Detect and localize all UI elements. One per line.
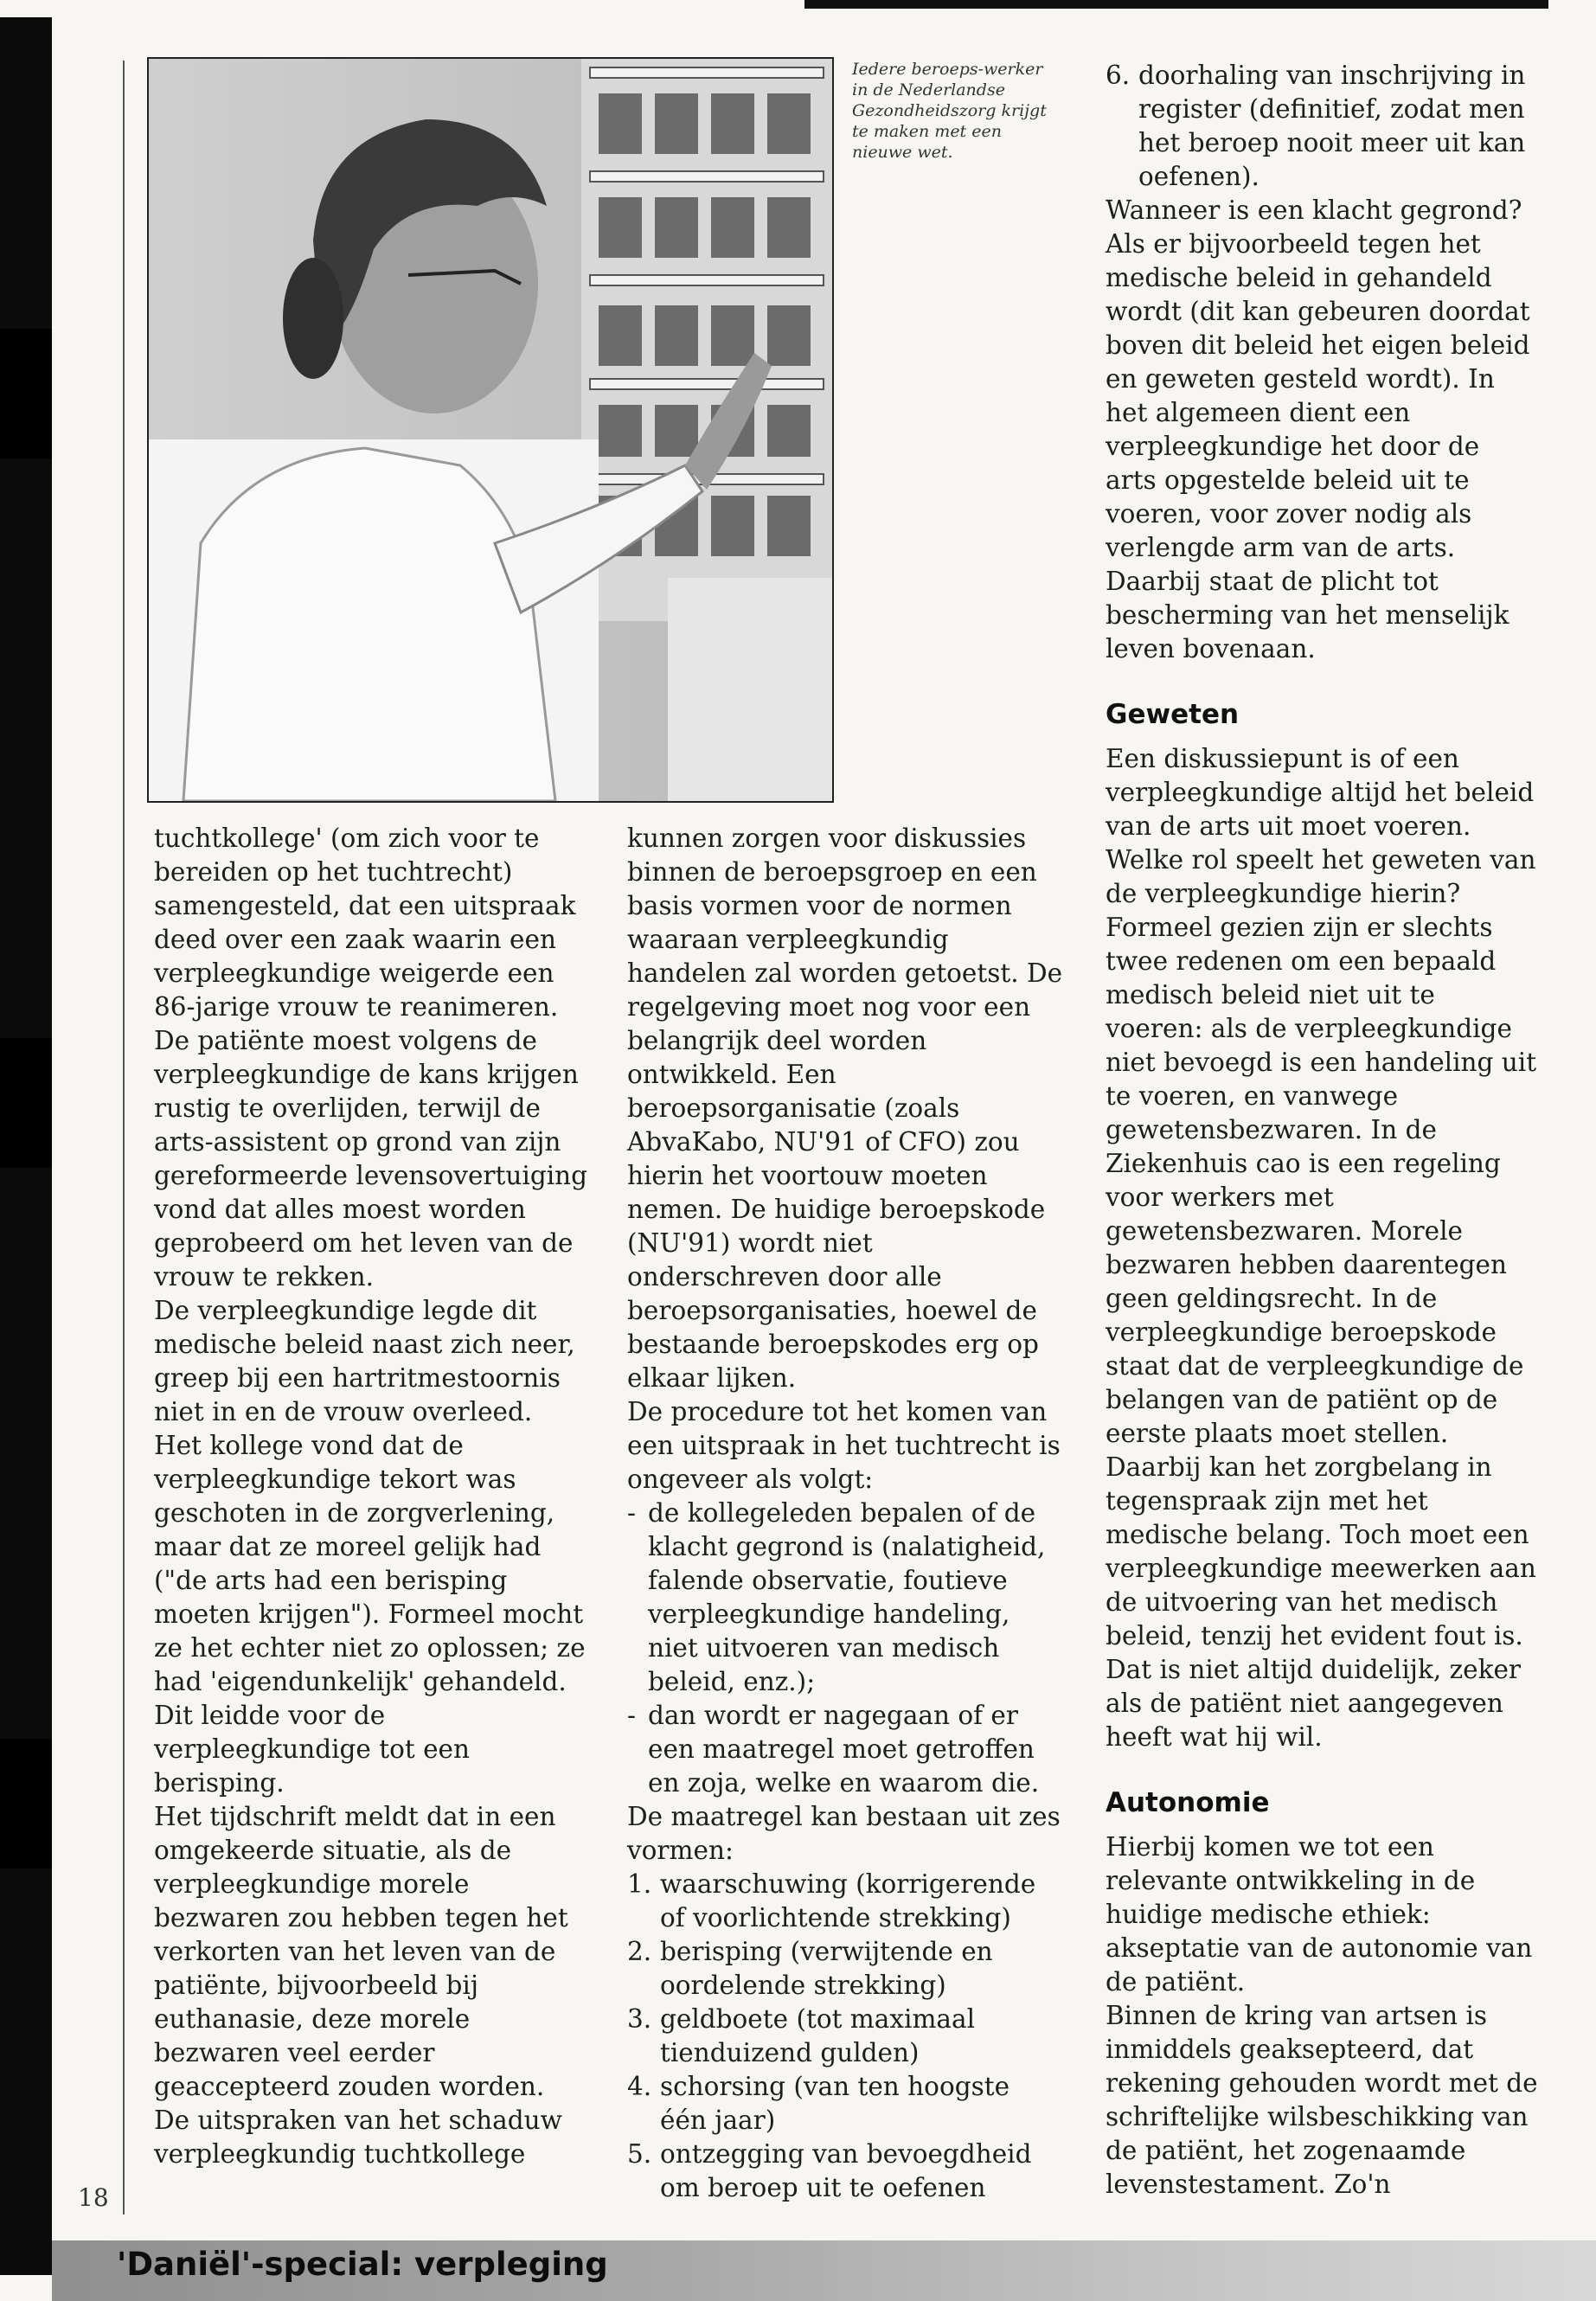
list-item: 4. schorsing (van ten hoogste één jaar) [627,2072,1010,2135]
left-margin-bar [0,17,52,2275]
list-item: - dan wordt er nagegaan of er een maatregel moet getroffen en zoja, welke en waarom die. [627,1701,1040,1798]
list-item: 6. doorhaling van inschrijving in register (definitief, zodat men het beroep nooit meer uit kan oefenen). [1106,61,1526,191]
paragraph: kunnen zorgen voor diskussies binnen de beroepsgroep en een basis vormen voor de normen waaraan verpleegkundig handelen zal worden getoetst. De regelgeving moet nog voor een belangrijk deel worden ontwikkeld. Een beroepsorganisatie (zoals AbvaKabo, NU'91 of CFO) zou hierin het voortouw moeten nemen. De huidige beroepskode (NU'91) wordt niet onderschreven door alle beroepsorganisaties, hoewel de bestaande beroepskodes erg op elkaar lijken. [627,824,1063,1393]
paragraph: tuchtkollege' (om zich voor te bereiden op het tuchtrecht) samengesteld, dat een uitspraak deed over een zaak waarin een verpleegkundige weigerde een 86-jarige vrouw te reanimeren. De patiënte moest volgens de verpleegkundige de kans krijgen rustig te overlijden, terwijl de arts-assistent op grond van zijn gereformeerde levensovertuiging vond dat alles moest worden geprobeerd om het leven van de vrouw te rekken. [154,824,588,1292]
procedure-list [627,1497,1064,1800]
paragraph: Dit leidde voor de verpleegkundige tot een berisping. [154,1701,471,1798]
nurse-photo [147,57,834,803]
paragraph: Het tijdschrift meldt dat in een omgekeerde situatie, als de verpleegkundige morele bezwaren zou hebben tegen het verkorten van het leven van de patiënte, bijvoorbeeld bij euthanasie, deze morele bezwaren veel eerder geaccepteerd zouden worden. [154,1802,568,2101]
paragraph: Een diskussiepunt is of een verpleegkundige altijd het beleid van de arts uit moet voeren. Welke rol speelt het geweten van de verpleegkundige hierin? Formeel gezien zijn er slechts twee redenen om een bepaald medisch beleid niet uit te voeren: als de verpleegkundige niet bevoegd is een handeling uit te voeren, en vanwege gewetensbezwaren. In de Ziekenhuis cao is een regeling voor werkers met gewetensbezwaren. Morele bezwaren hebben daarentegen geen geldingsrecht. In de verpleegkundige beroepskode staat dat de verpleegkundige de belangen van de patiënt op de eerste plaats moet stellen. Daarbij kan het zorgbelang in tegenspraak zijn met het medische belang. Toch moet een verpleegkundige meewerken aan de uitvoering van het medisch beleid, tenzij het evident fout is. Dat is niet altijd duidelijk, zeker als de patiënt niet aangegeven heeft wat hij wil. [1106,744,1537,1752]
paragraph: Hierbij komen we tot een relevante ontwikkeling in de huidige medische ethiek: akseptatie van de autonomie van de patiënt. [1106,1832,1533,1997]
footer-banner [52,2240,1596,2301]
list-item: 3. geldboete (tot maximaal tienduizend gulden) [627,2004,976,2067]
section-heading-geweten: Geweten [1106,699,1240,730]
column-1 [154,822,591,2171]
page-number: 18 [78,2183,109,2212]
paragraph: De maatregel kan bestaan uit zes vormen: [627,1802,1061,1865]
column-3 [1106,59,1538,2202]
measures-list-continued [1106,59,1538,194]
photo-caption: Iedere beroeps-werker in de Nederlandse Gezondheidszorg krijgt te maken met een nieuwe wet. [852,60,1047,162]
paragraph: Het kollege vond dat de verpleegkundige tekort was geschoten in de zorgverlening, maar dat ze moreel gelijk had ("de arts had een berisping moeten krijgen"). Formeel mocht ze het echter niet zo oplossen; ze had 'eigendunkelijk' gehandeld. [154,1431,586,1696]
column-rule [123,61,125,2214]
footer-title: 'Daniël'-special: verpleging [117,2246,608,2283]
measures-list [627,1868,1064,2205]
top-rule [804,0,1548,9]
list-item: - de kollegeleden bepalen of de klacht gegrond is (nalatigheid, falende observatie, foutieve verpleegkundige handeling, niet uitvoeren van medisch beleid, enz.); [627,1498,1046,1696]
paragraph: Binnen de kring van artsen is inmiddels geaksepteerd, dat rekening gehouden wordt met de schriftelijke wilsbeschikking van de patiënt, het zogenaamde levenstestament. Zo'n [1106,2001,1538,2199]
list-item: 2. berisping (verwijtende en oordelende strekking) [627,1937,993,2000]
column-2 [627,822,1064,2205]
list-item: 5. ontzegging van bevoegdheid om beroep uit te oefenen [627,2139,1032,2202]
section-heading-autonomie: Autonomie [1106,1787,1270,1818]
paragraph: De procedure tot het komen van een uitspraak in het tuchtrecht is ongeveer als volgt: [627,1397,1061,1494]
paragraph: De verpleegkundige legde dit medische beleid naast zich neer, greep bij een hartritmestoornis niet in en de vrouw overleed. [154,1296,575,1426]
list-item: 1. waarschuwing (korrigerende of voorlichtende strekking) [627,1869,1036,1932]
paragraph: Wanneer is een klacht gegrond? Als er bijvoorbeeld tegen het medische beleid in gehandeld wordt (dit kan gebeuren doordat boven dit beleid het eigen beleid en geweten gesteld wordt). In het algemeen dient een verpleegkundige het door de arts opgestelde beleid uit te voeren, voor zover nodig als verlengde arm van de arts. Daarbij staat de plicht tot bescherming van het menselijk leven bovenaan. [1106,195,1530,663]
paragraph: De uitspraken van het schaduw verpleegkundig tuchtkollege [154,2106,562,2169]
